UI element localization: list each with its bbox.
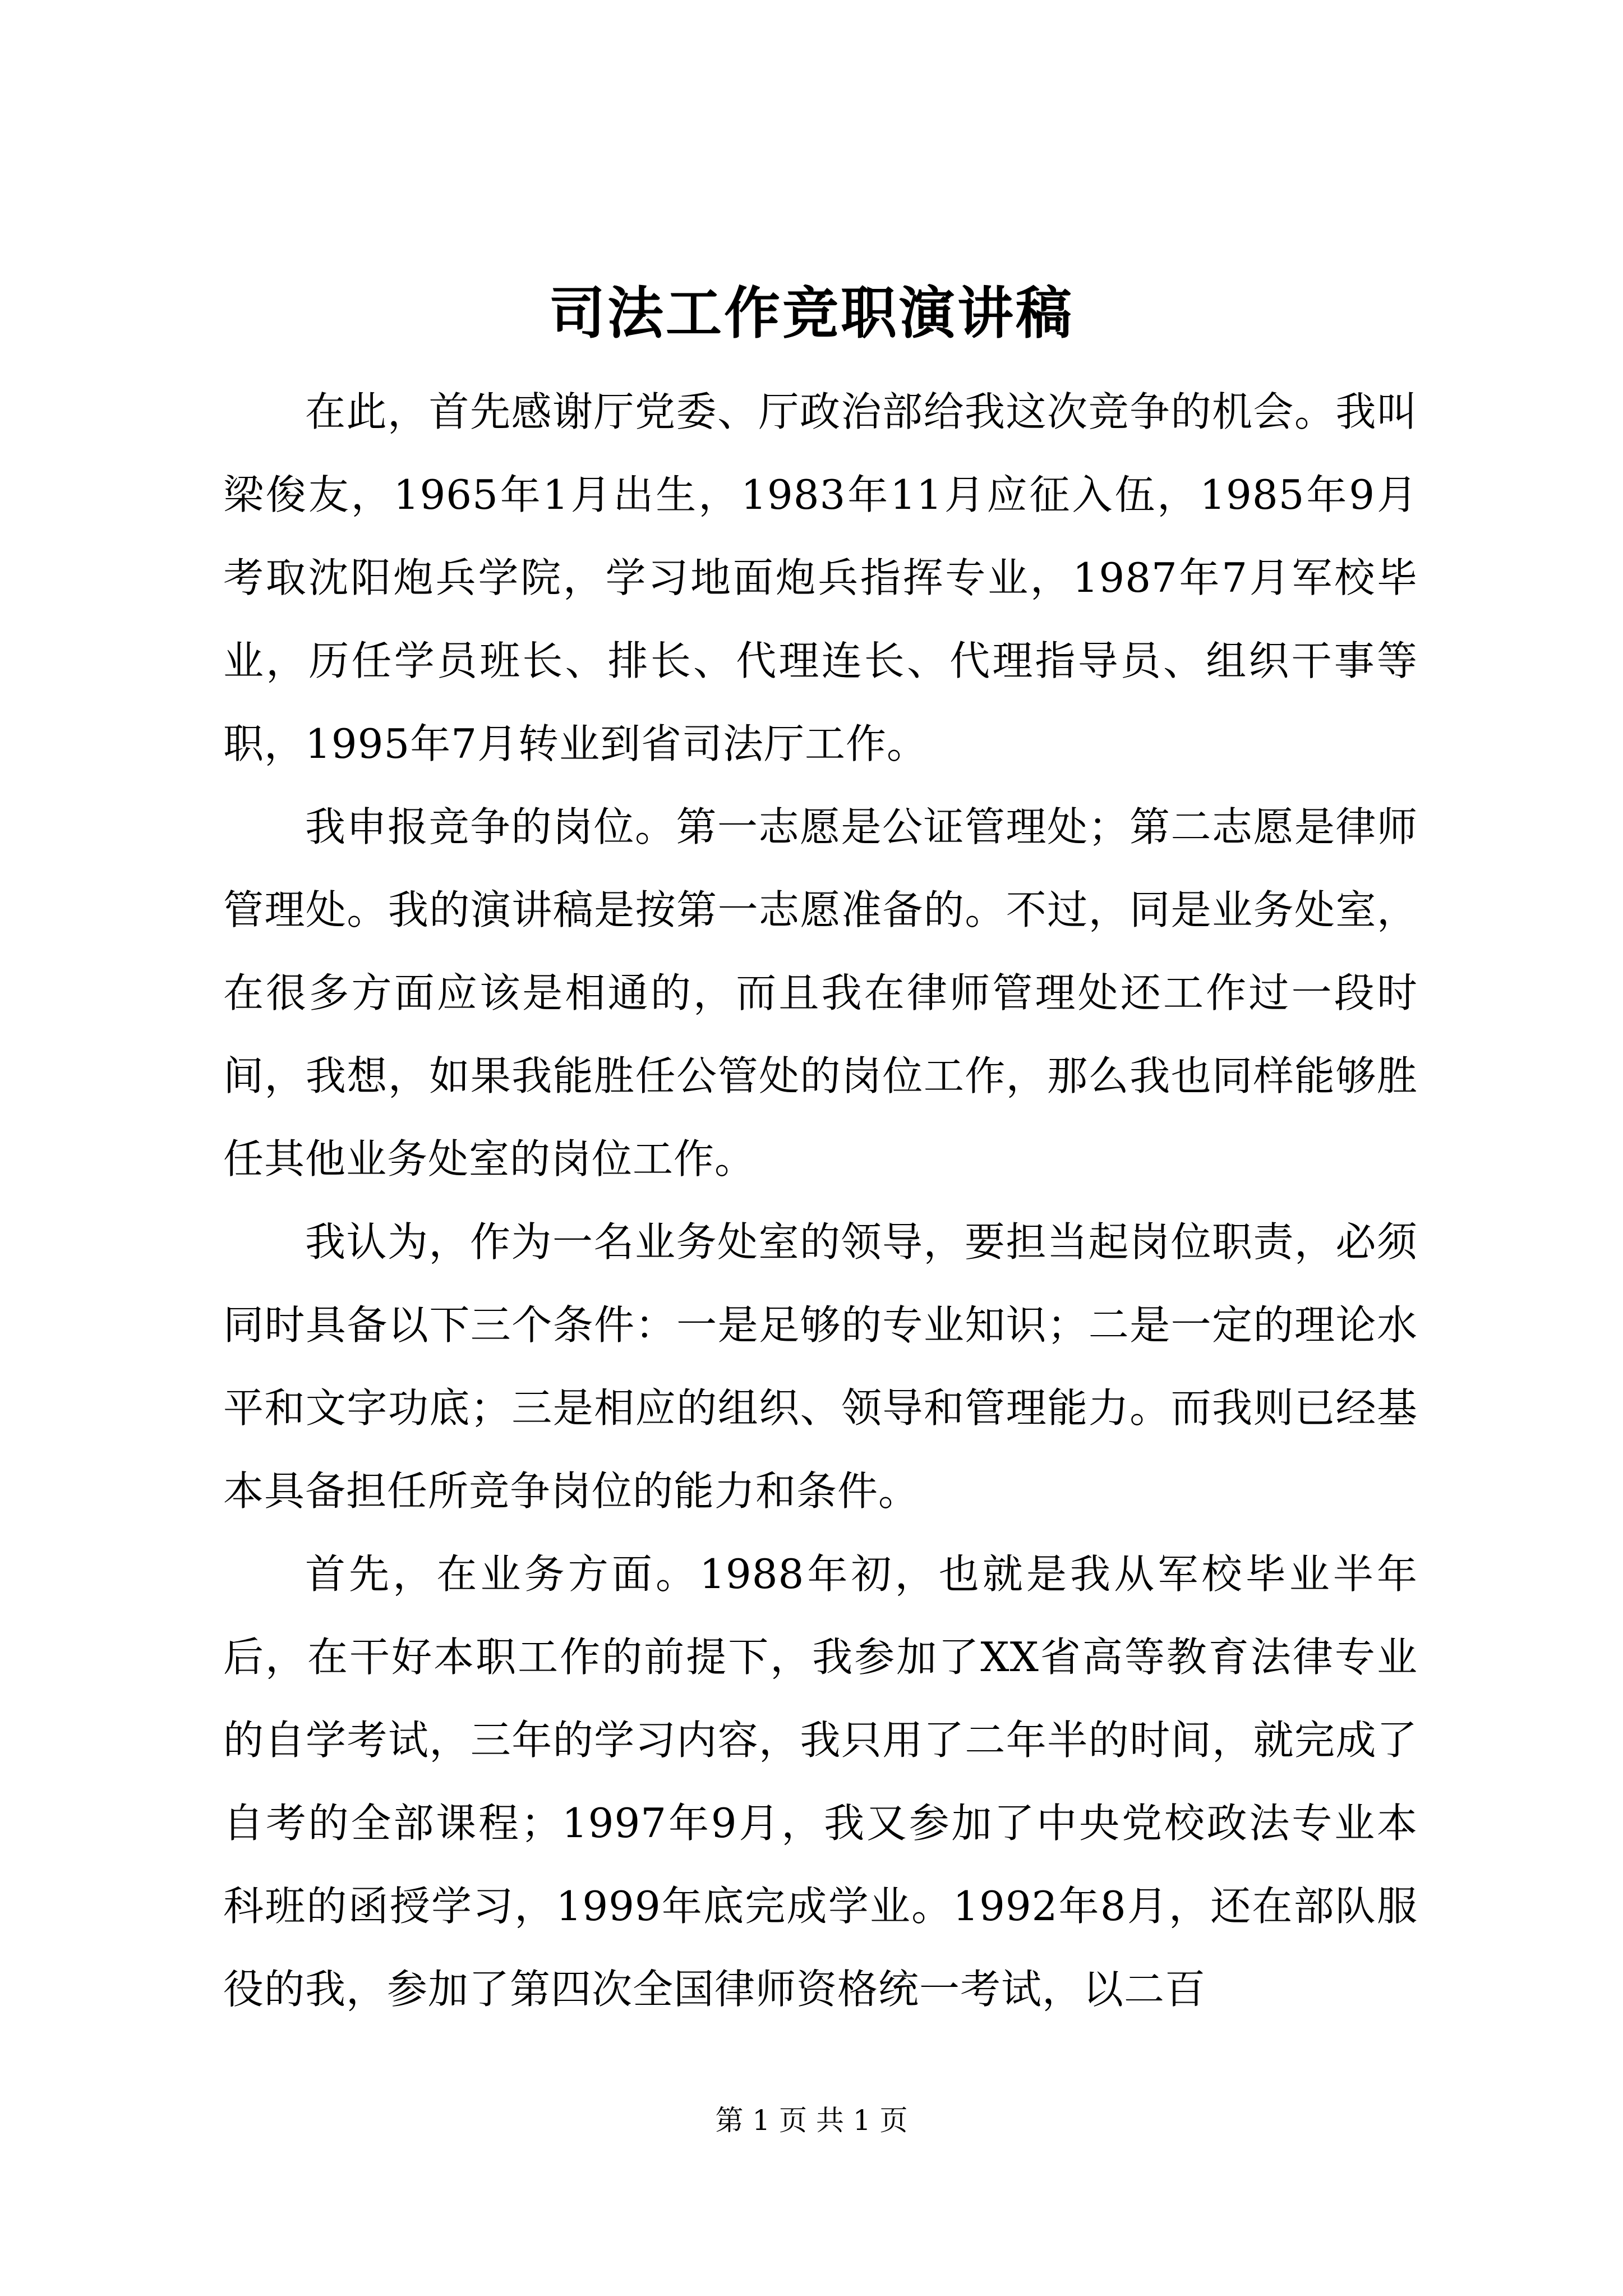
document-title: 司法工作竞职演讲稿 [549,280,1074,346]
document-body [223,370,1418,2031]
page-footer: 第 1 页 共 1 页 [715,2104,908,2137]
paragraph-4: 首先，在业务方面。1988年初，也就是我从军校毕业半年后，在干好本职工作的前提下，我参加了XX省高等教育法律专业的自学考试，三年的学习内容，我只用了二年半的时间，就完成了自考的全部课程；1997年9月，我又参加了中央党校政法专业本科班的函授学习，1999年底完成学业。1992年8月，还在部队服役的我，参加了第四次全国律师资格统一考试，以二百 [223,1550,1418,2013]
paragraph-1: 在此，首先感谢厅党委、厅政治部给我这次竞争的机会。我叫梁俊友，1965年1月出生，1983年11月应征入伍，1985年9月考取沈阳炮兵学院，学习地面炮兵指挥专业，1987年7月军校毕业，历任学员班长、排长、代理连长、代理指导员、组织干事等职，1995年7月转业到省司法厅工作。 [223,388,1418,767]
paragraph-2: 我申报竞争的岗位。第一志愿是公证管理处；第二志愿是律师管理处。我的演讲稿是按第一志愿准备的。不过，同是业务处室，在很多方面应该是相通的，而且我在律师管理处还工作过一段时间，我想，如果我能胜任公管处的岗位工作，那么我也同样能够胜任其他业务处室的岗位工作。 [223,803,1418,1182]
paragraph-3: 我认为，作为一名业务处室的领导，要担当起岗位职责，必须同时具备以下三个条件：一是足够的专业知识；二是一定的理论水平和文字功底；三是相应的组织、领导和管理能力。而我则已经基本具备担任所竞争岗位的能力和条件。 [223,1218,1418,1515]
